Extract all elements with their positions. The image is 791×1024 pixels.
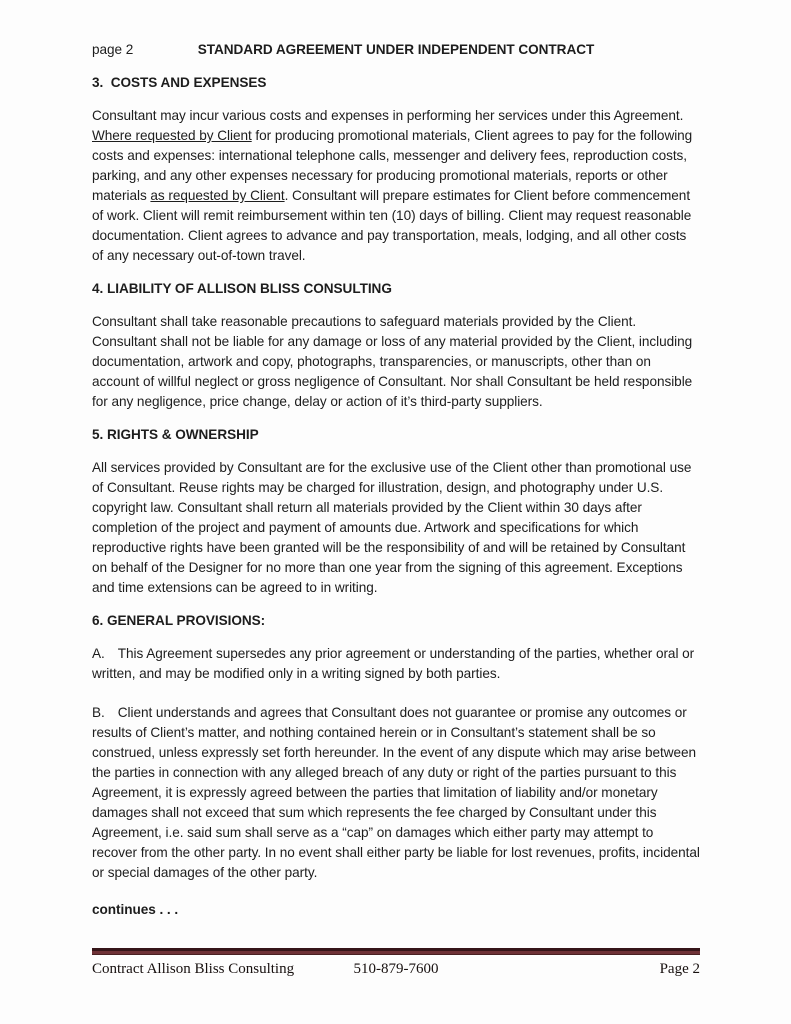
document-header [92,40,700,60]
section-4-paragraph: Consultant shall take reasonable precautions to safeguard materials provided by the Client. Consultant shall not be liable for any damage or loss of any material provided by the Client, including documentation, artwork and copy, photographs, transparencies, or manuscripts, other than on account of willful neglect or gross negligence of Consultant. Nor shall Consultant be held responsible for any negligence, price change, delay or action of it’s third-party suppliers. [92,314,693,409]
footer-phone: 510-879-7600 [353,961,439,977]
provision-item-b-text: Client understands and agrees that Consultant does not guarantee or promise any outcomes or results of Client’s matter, and nothing contained herein or in Consultant’s statement shall be so construed, unless expressly set forth hereunder. In the event of any dispute which may arise between the parties in connection with any alleged breach of any duty or right of the parties pursuant to this Agreement, it is expressly agreed between the parties that limitation of liability and/or monetary damages shall not exceed that sum which represents the fee charged by Consultant under this Agreement, i.e. said sum shall serve as a “cap” on damages which either party may attempt to recover from the other party. In no event shall either party be liable for lost revenues, profits, incidental or special damages of the other party. [92,705,700,880]
text-run: Consultant may incur various costs and expenses in performing her services under this Agreement. [92,108,684,123]
footer-text-row [92,959,700,979]
section-5-paragraph: All services provided by Consultant are for the exclusive use of the Client other than promotional use of Consultant. Reuse rights may be charged for illustration, design, and photography under U.S. copyright law. Consultant shall return all materials provided by the Client within 30 days after completion of the project and payment of amounts due. Artwork and specifications for which reproductive rights have been granted will be the responsibility of and will be retained by Consultant on behalf of the Designer for no more than one year from the signing of this agreement. Exceptions and time extensions can be agreed to in writing. [92,460,692,595]
underlined-phrase-as-requested: as requested by Client [150,188,285,203]
continues-label: continues . . . [92,902,179,917]
provision-item-a-text: This Agreement supersedes any prior agreement or understanding of the parties, whether oral or written, and may be modified only in a writing signed by both parties. [92,646,695,681]
text-run: . Consultant will prepare estimates for Client before commencement of work. Client will remit reimbursement within ten (10) days of billing. Client may request reasonable documentation. Client agrees to advance and pay transportation, meals, lodging, and all other costs of any necessary out-of-town travel. [92,188,692,263]
section-6-heading: 6. GENERAL PROVISIONS: [92,613,266,628]
provision-item-a-label: A. [92,646,105,661]
provision-item-b-label: B. [92,705,105,720]
section-5-heading: 5. RIGHTS & OWNERSHIP [92,427,259,442]
section-3-heading: 3. COSTS AND EXPENSES [92,75,267,90]
document-title: STANDARD AGREEMENT UNDER INDEPENDENT CONTRACT [197,42,595,57]
section-4-heading: 4. LIABILITY OF ALLISON BLISS CONSULTING [92,281,392,296]
text-run: for producing promotional materials, Client agrees to pay for the following costs and expenses: international telephone calls, messenger and delivery fees, reproduction costs, parking, and any other expenses necessary for producing promotional materials, reports or other materials [92,128,693,203]
footer-rule [92,948,700,955]
provision-item-b [92,703,700,883]
footer-page-number: Page 2 [659,961,700,977]
document-footer [92,948,700,979]
section-3-paragraph [92,106,700,266]
header-page-label: page 2 [92,42,134,57]
footer-company: Contract Allison Bliss Consulting [92,961,295,977]
underlined-phrase-where-requested: Where requested by Client [92,128,252,143]
provision-item-a [92,644,700,684]
